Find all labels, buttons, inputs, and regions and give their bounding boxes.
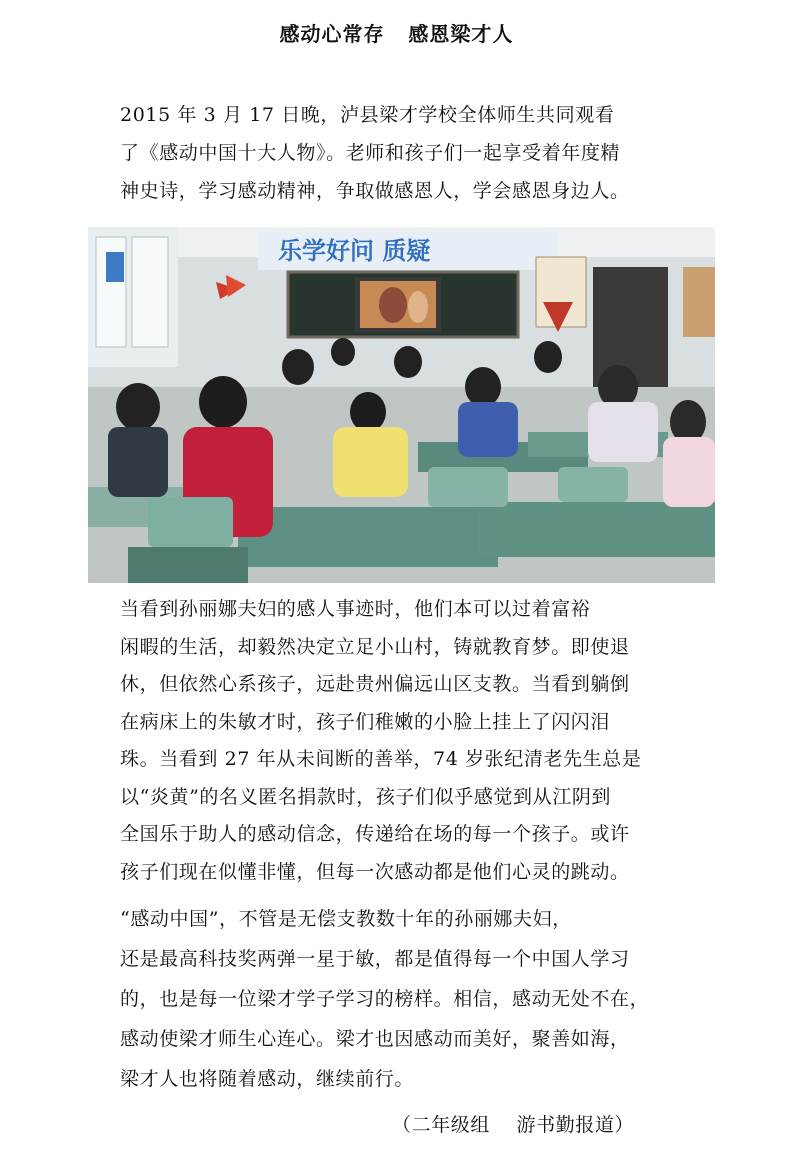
paragraph-line: 珠。当看到 27 年从未间断的善举，74 岁张纪清老先生总是 — [120, 748, 642, 770]
paragraph-line: 还是最高科技奖两弹一星于敏，都是值得每一个中国人学习 — [120, 948, 630, 970]
paragraph-line: 梁才人也将随着感动，继续前行。 — [120, 1068, 415, 1090]
paragraph-line: 当看到孙丽娜夫妇的感人事迹时，他们本可以过着富裕 — [120, 598, 591, 620]
paragraph-line: 全国乐于助人的感动信念，传递给在场的每一个孩子。或许 — [120, 823, 630, 845]
body-paragraph-2 — [120, 900, 680, 1100]
byline: （二年级组 游书勤报道） — [392, 1114, 635, 1136]
body-paragraph-1 — [120, 590, 680, 890]
paragraph-line: 了《感动中国十大人物》。老师和孩子们一起享受着年度精 — [120, 142, 621, 164]
banner-text: 乐学好问 质疑 — [278, 237, 431, 265]
intro-paragraph — [120, 96, 680, 210]
paragraph-line: 神史诗，学习感动精神，争取做感恩人，学会感恩身边人。 — [120, 180, 630, 202]
paragraph-line: 以“炎黄”的名义匿名捐款时，孩子们似乎感觉到从江阴到 — [120, 785, 612, 808]
paragraph-line: 在病床上的朱敏才时，孩子们稚嫩的小脸上挂上了闪闪泪 — [120, 710, 611, 733]
paragraph-line: 孩子们现在似懂非懂，但每一次感动都是他们心灵的跳动。 — [120, 860, 630, 883]
paragraph-line: 2015 年 3 月 17 日晚，泸县梁才学校全体师生共同观看 — [120, 104, 615, 126]
paragraph-line: 休，但依然心系孩子，远赴贵州偏远山区支教。当看到躺倒 — [120, 673, 630, 695]
paragraph-line: 闲暇的生活，却毅然决定立足小山村，铸就教育梦。即使退 — [120, 635, 630, 658]
paragraph-line: 的，也是每一位梁才学子学习的榜样。相信，感动无处不在， — [120, 988, 650, 1010]
classroom-photo — [88, 227, 715, 583]
article-title: 感动心常存 感恩梁才人 — [279, 22, 514, 46]
paragraph-line: “感动中国”，不管是无偿支教数十年的孙丽娜夫妇， — [120, 908, 572, 930]
paragraph-line: 感动使梁才师生心连心。梁才也因感动而美好，聚善如海， — [120, 1028, 630, 1050]
